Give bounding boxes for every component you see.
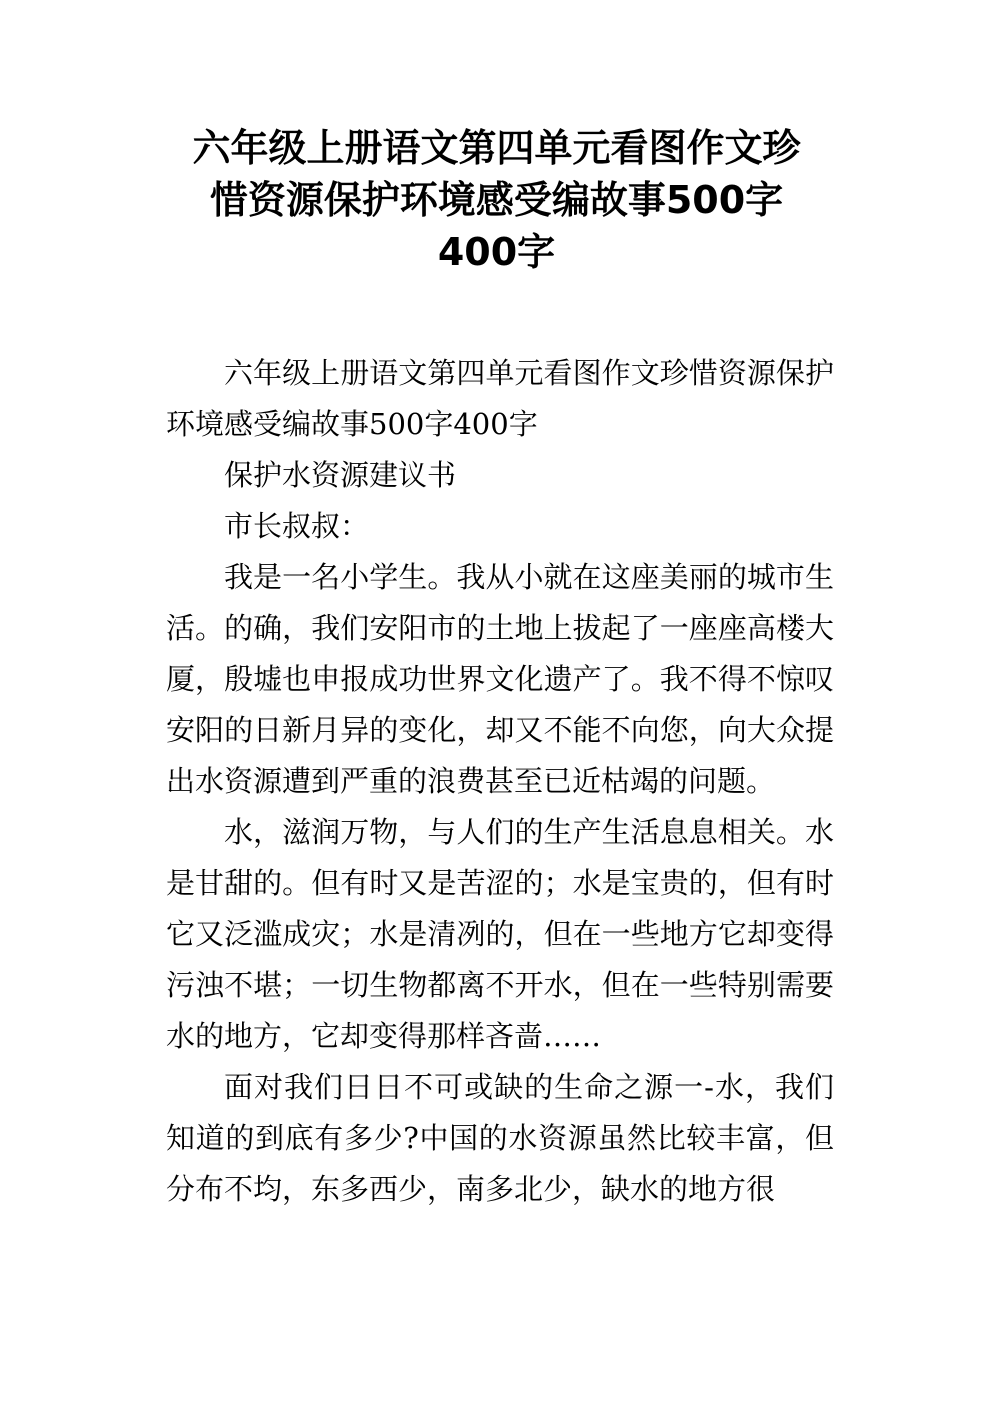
paragraph-body-3: 面对我们日日不可或缺的生命之源一-水，我们知道的到底有多少?中国的水资源虽然比较丰富，但分布不均，东多西少，南多北少，缺水的地方很 [166,1070,834,1206]
paragraph-body-2: 水，滋润万物，与人们的生产生活息息相关。水是甘甜的。但有时又是苦涩的；水是宝贵的，但有时它又泛滥成灾；水是清冽的，但在一些地方它却变得污浊不堪；一切生物都离不开水，但在一些特别需要水的地方，它却变得那样吝啬…… [166,815,834,1053]
paragraph-body-1: 我是一名小学生。我从小就在这座美丽的城市生活。的确，我们安阳市的土地上拔起了一座座高楼大厦，殷墟也申报成功世界文化遗产了。我不得不惊叹安阳的日新月异的变化，却又不能不向您，向大众提出水资源遭到严重的浪费甚至已近枯竭的问题。 [166,560,834,798]
paragraph-intro: 六年级上册语文第四单元看图作文珍惜资源保护环境感受编故事500字400字 [166,356,834,441]
title-line-3: 400字 [437,230,556,274]
title-line-2: 惜资源保护环境感受编故事500字 [209,178,784,222]
paragraph-salutation: 市长叔叔： [224,509,370,543]
document-body [166,348,834,1215]
paragraph-letter-title: 保护水资源建议书 [224,458,457,492]
document-title [150,122,843,278]
title-line-1: 六年级上册语文第四单元看图作文珍 [192,126,801,170]
